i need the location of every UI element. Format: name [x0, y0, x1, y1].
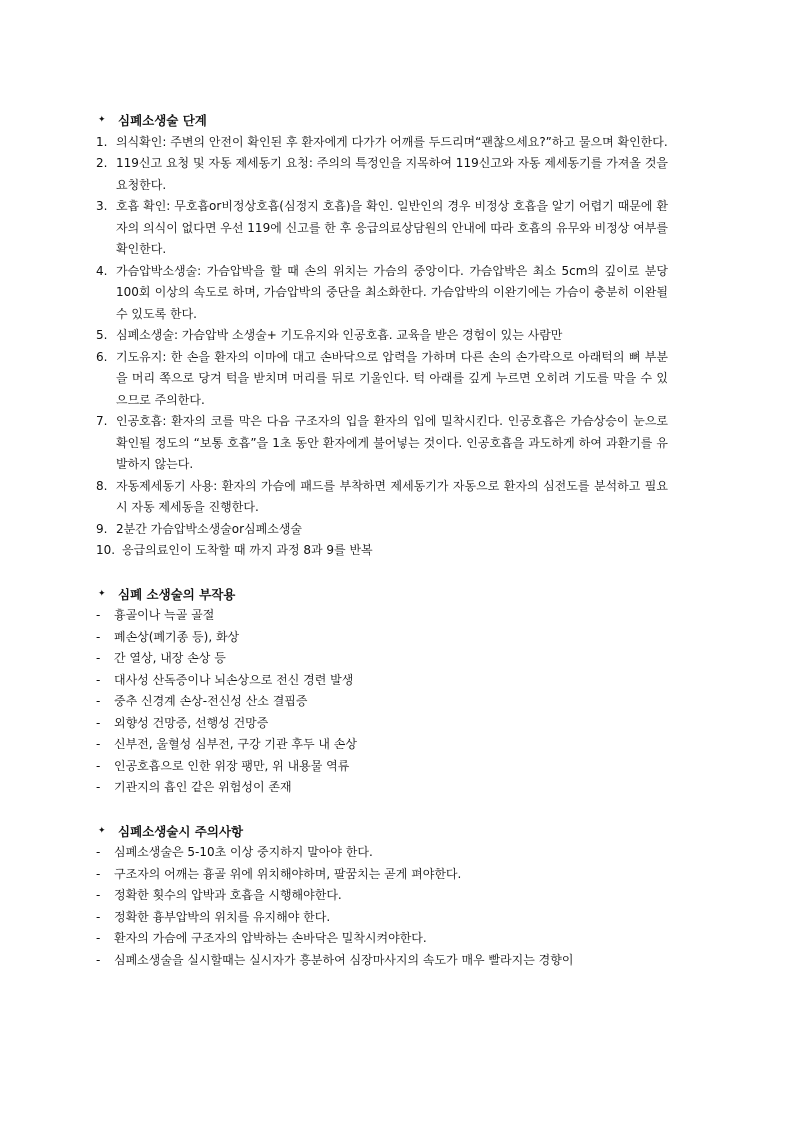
item-text: 대사성 산독증이나 뇌손상으로 전신 경련 발생	[114, 672, 354, 687]
list-item	[96, 864, 668, 886]
list-item	[96, 885, 668, 907]
document-page	[96, 110, 668, 993]
list-item	[96, 756, 668, 778]
item-number: 2.	[96, 156, 108, 170]
dash-bullet: -	[96, 909, 101, 924]
dash-bullet: -	[96, 629, 101, 644]
diamond-bullet-icon: ✦	[98, 115, 106, 125]
item-text: 간 열상, 내장 손상 등	[114, 651, 226, 665]
heading-text: 심폐 소생술의 부작용	[118, 586, 236, 602]
list-item	[96, 928, 668, 950]
item-text: 흉골이나 늑골 골절	[114, 608, 215, 622]
item-text: 자동제세동기 사용: 환자의 가슴에 패드를 부착하면 제세동기가 자동으로 환자의 심전도를 분석하고 필요시 자동 제세동을 진행한다.	[116, 478, 668, 514]
dash-bullet: -	[96, 737, 101, 751]
item-number: 10.	[96, 543, 116, 557]
item-text: 119신고 요청 및 자동 제세동기 요청: 주의의 특정인을 지목하여 119신고와 자동 제세동기를 가져올 것을 요청한다.	[116, 156, 668, 192]
item-text: 구조자의 어깨는 흉골 위에 위치해야하며, 팔꿈치는 곧게 펴야한다.	[114, 866, 462, 881]
dash-bullet: -	[96, 780, 101, 794]
section-precautions	[96, 821, 668, 972]
list-item	[96, 648, 668, 670]
item-text: 폐손상(폐기종 등), 화상	[114, 629, 240, 644]
item-text: 기관지의 흡인 같은 위험성이 존재	[114, 780, 292, 794]
section-cpr-steps	[96, 110, 668, 562]
item-text: 2분간 가슴압박소생술or심폐소생술	[116, 521, 303, 536]
list-item	[96, 196, 668, 261]
section-heading	[96, 110, 668, 132]
item-number: 8.	[96, 478, 108, 493]
item-number: 6.	[96, 349, 108, 364]
item-number: 4.	[96, 263, 108, 278]
item-text: 의식확인: 주변의 안전이 확인된 후 환자에게 다가가 어깨를 두드리며“괜찮으세요?”하고 물으며 확인한다.	[116, 134, 668, 149]
list-item	[96, 605, 668, 627]
list-item	[96, 325, 668, 347]
list-item	[96, 777, 668, 799]
dash-bullet: -	[96, 952, 101, 967]
item-text: 심폐소생술: 가슴압박 소생술+ 기도유지와 인공호흡. 교육을 받은 경험이 있는 사람만	[116, 328, 563, 342]
dash-bullet: -	[96, 931, 101, 945]
list-item	[96, 842, 668, 864]
list-item	[96, 476, 668, 519]
item-text: 정확한 횟수의 압박과 호흡을 시행해야한다.	[114, 888, 342, 902]
item-text: 호흡 확인: 무호흡or비정상호흡(심정지 호흡)을 확인. 일반인의 경우 비정상 호흡을 알기 어렵기 때문에 환자의 의식이 없다면 우선 119에 신고를 한 후 응급의료상담원의 안내에 따라 호흡의 유무와 비정상 여부를 확인한다.	[116, 199, 668, 256]
diamond-bullet-icon: ✦	[98, 825, 106, 836]
list-item	[96, 734, 668, 756]
item-text: 정확한 흉부압박의 위치를 유지해야 한다.	[114, 909, 331, 924]
list-item	[96, 713, 668, 735]
dash-bullet: -	[96, 758, 101, 773]
section-heading	[96, 821, 668, 843]
dash-bullet: -	[96, 845, 101, 859]
dash-bullet: -	[96, 715, 101, 730]
list-item	[96, 132, 668, 154]
item-number: 9.	[96, 521, 108, 536]
item-text: 기도유지: 한 손을 환자의 이마에 대고 손바닥으로 압력을 가하며 다른 손의 손가락으로 아래턱의 뼈 부분을 머리 쪽으로 당겨 턱을 받치며 머리를 뒤로 기울인다. 턱 아래를 깊게 누르면 오히려 기도를 막을 수 있으므로 주의한다.	[116, 349, 668, 407]
dash-bullet: -	[96, 608, 101, 622]
list-item	[96, 347, 668, 412]
item-text: 응급의료인이 도착할 때 까지 과정 8과 9를 반복	[122, 543, 373, 557]
section-heading	[96, 584, 668, 606]
item-text: 신부전, 울혈성 심부전, 구강 기관 후두 내 손상	[114, 737, 357, 751]
list-item	[96, 519, 668, 541]
item-text: 외향성 건망증, 선행성 건망증	[114, 715, 269, 730]
list-item	[96, 627, 668, 649]
item-number: 1.	[96, 134, 108, 149]
item-number: 7.	[96, 414, 108, 428]
dash-bullet: -	[96, 672, 101, 687]
heading-text: 심폐소생술시 주의사항	[118, 823, 244, 839]
list-item	[96, 691, 668, 713]
list-item	[96, 261, 668, 326]
dash-bullet: -	[96, 866, 101, 881]
item-text: 환자의 가슴에 구조자의 압박하는 손바닥은 밀착시켜야한다.	[114, 931, 427, 945]
dash-bullet: -	[96, 888, 101, 902]
item-number: 5.	[96, 328, 108, 342]
list-item	[96, 411, 668, 476]
list-item	[96, 153, 668, 196]
item-text: 인공호흡으로 인한 위장 팽만, 위 내용물 역류	[114, 758, 350, 773]
item-number: 3.	[96, 199, 108, 213]
item-text: 인공호흡: 환자의 코를 막은 다음 구조자의 입을 환자의 입에 밀착시킨다. 인공호흡은 가슴상승이 눈으로 확인될 정도의 “보통 호흡”을 1초 동안 환자에게 불어넣는 것이다. 인공호흡을 과도하게 하여 과환기를 유발하지 않는다.	[116, 414, 668, 471]
item-text: 중추 신경계 손상-전신성 산소 결핍증	[114, 694, 308, 708]
list-item	[96, 907, 668, 929]
item-text: 가슴압박소생술: 가슴압박을 할 때 손의 위치는 가슴의 중앙이다. 가슴압박은 최소 5cm의 깊이로 분당 100회 이상의 속도로 하며, 가슴압박의 중단을 최소화한다. 가슴압박의 이완기에는 가슴이 충분히 이완될 수 있도록 한다.	[116, 263, 668, 321]
list-item	[96, 670, 668, 692]
list-item	[96, 540, 668, 562]
section-side-effects	[96, 584, 668, 799]
heading-text: 심폐소생술 단계	[118, 113, 207, 128]
item-text: 심폐소생술은 5-10초 이상 중지하지 말아야 한다.	[114, 845, 373, 859]
dash-bullet: -	[96, 694, 101, 708]
diamond-bullet-icon: ✦	[98, 588, 106, 599]
item-text: 심폐소생술을 실시할때는 실시자가 흥분하여 심장마사지의 속도가 매우 빨라지는 경향이	[114, 952, 574, 967]
list-item	[96, 950, 668, 972]
dash-bullet: -	[96, 651, 101, 665]
